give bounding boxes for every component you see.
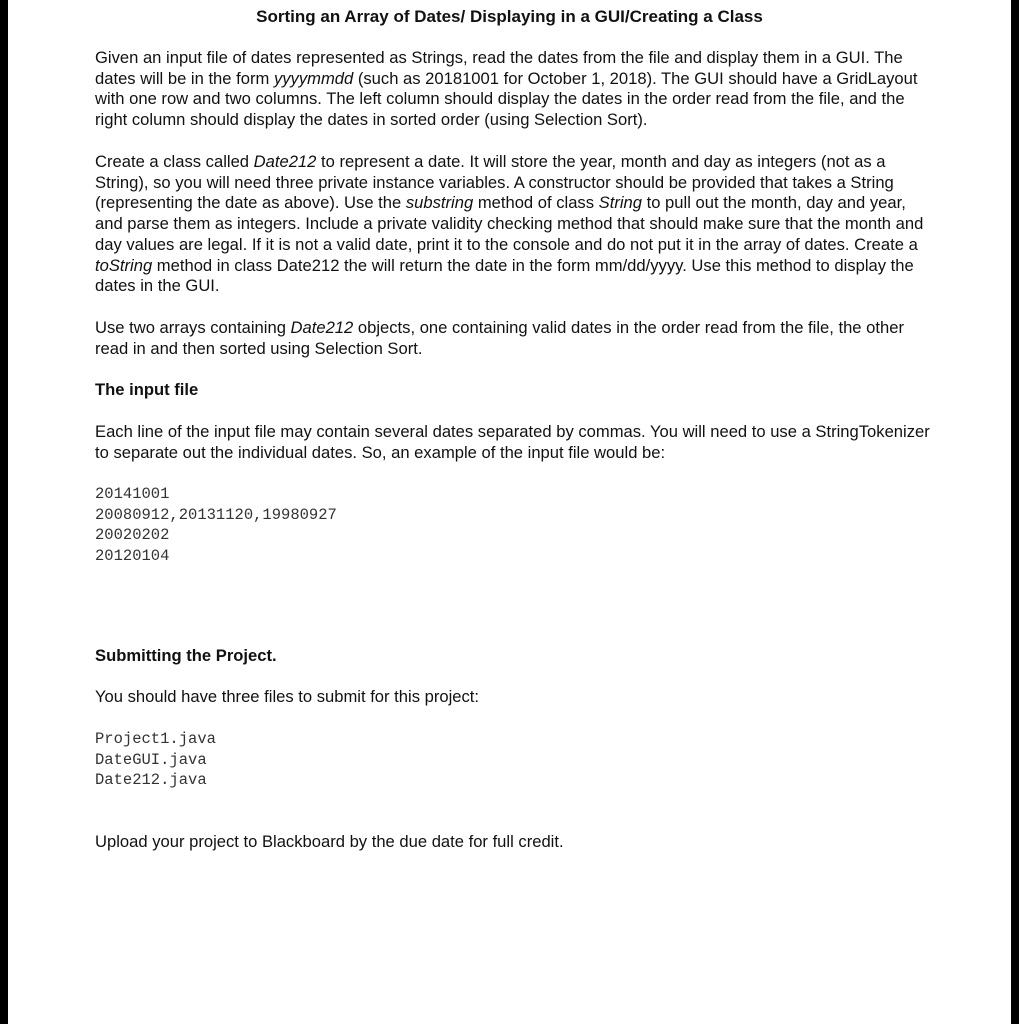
- intro-paragraph: Given an input file of dates represented as Strings, read the dates from the file and display them in a GUI. The dates will be in the form yyyymmdd (such as 20181001 for October 1, 2018). The GUI should have a GridLayout with one row and two columns. The left column should display the dates in the order read from the file, and the right column should display the dates in sorted order (using Selection Sort).: [95, 48, 918, 130]
- class-name: Date212: [290, 318, 354, 337]
- code-line: 20141001: [95, 485, 170, 503]
- substring-term: substring: [405, 193, 474, 213]
- input-example-block: [95, 484, 337, 566]
- file-name: Date212.java: [95, 771, 207, 790]
- input-file-paragraph: Each line of the input file may contain several dates separated by commas. You will need to use a StringTokenizer to separate out the individual dates. So, an example of the input file would be:: [95, 422, 930, 462]
- tostring-term: toString: [95, 255, 153, 275]
- submit-paragraph: You should have three files to submit for this project:: [95, 687, 480, 706]
- code-line: 20080912,20131120,19980927: [95, 505, 337, 524]
- document-title: Sorting an Array of Dates/ Displaying in a GUI/Creating a Class: [256, 7, 763, 26]
- date-format: yyyymmdd: [273, 68, 354, 88]
- code-line: 20120104: [95, 546, 170, 565]
- submit-heading: Submitting the Project.: [95, 646, 277, 665]
- upload-paragraph: Upload your project to Blackboard by the due date for full credit.: [95, 832, 564, 851]
- input-file-heading: The input file: [95, 380, 199, 399]
- code-line: 20020202: [95, 526, 170, 545]
- string-class-term: String: [598, 193, 642, 213]
- class-paragraph: Create a class called Date212 to represent a date. It will store the year, month and day as integers (not as a String), so you will need three private instance variables. A constructor should be provided that takes a String (representing the date as above). Use the substring method of class String to pull out the month, day and year, and parse them as integers. Include a private validity checking method that should make sure that the month and day values are legal. If it is not a valid date, print it to the console and do not put it in the array of dates. Create a toString method in class Date212 the will return the date in the form mm/dd/yyyy. Use this method to display the dates in the GUI.: [95, 152, 924, 296]
- file-name: Project1.java: [95, 730, 216, 748]
- file-name: DateGUI.java: [95, 750, 207, 769]
- arrays-paragraph: Use two arrays containing Date212 objects, one containing valid dates in the order read from the file, the other read in and then sorted using Selection Sort.: [95, 318, 904, 358]
- class-name: Date212: [253, 152, 317, 171]
- document-page: [8, 0, 1011, 1024]
- files-list: [95, 729, 216, 791]
